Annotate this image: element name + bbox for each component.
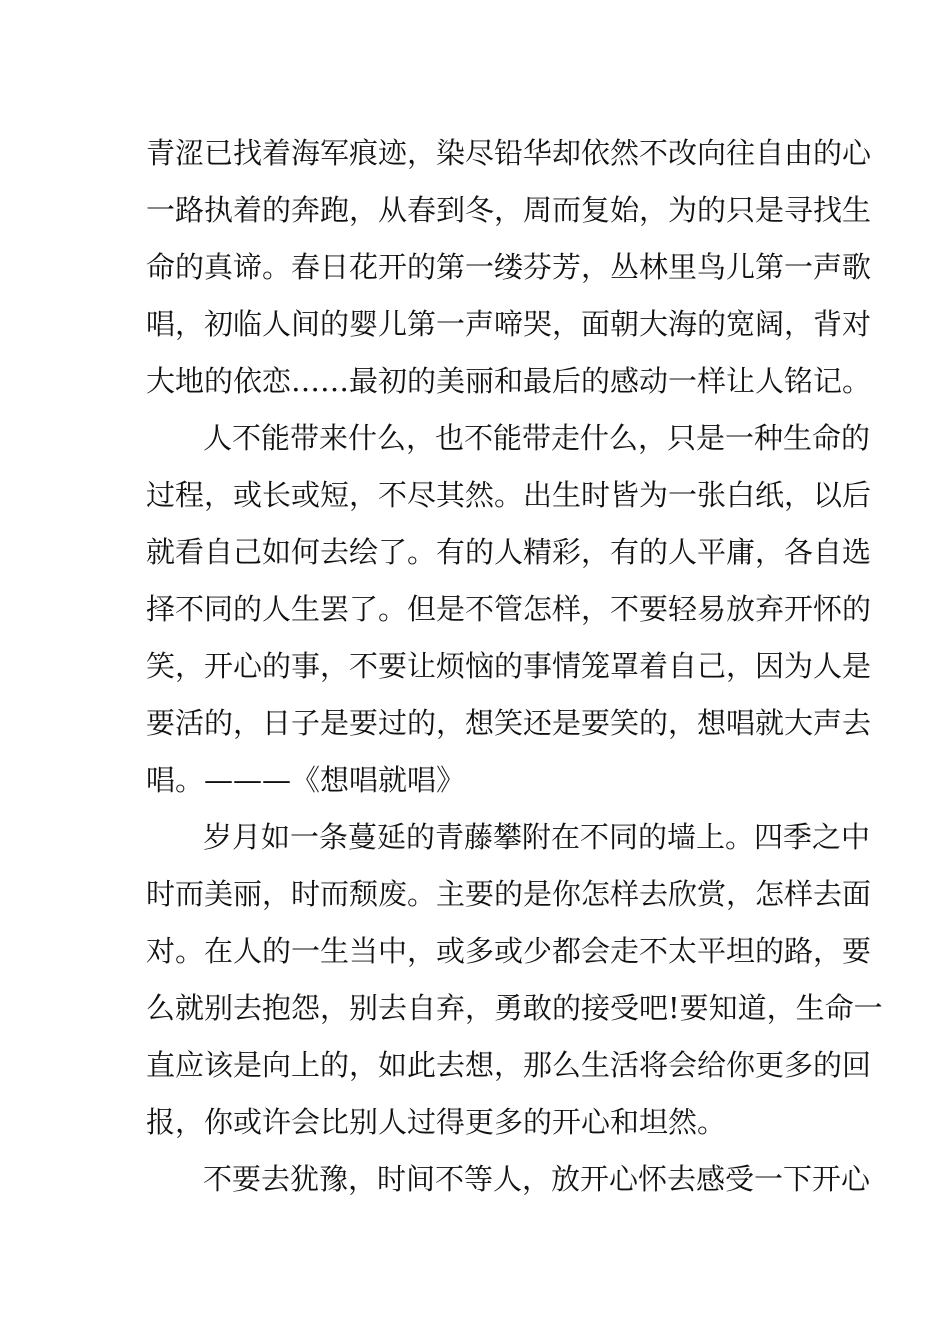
paragraph-3-line-4: 么就别去抱怨，别去自弃，勇敢的接受吧!要知道，生命一 bbox=[146, 991, 883, 1025]
paragraph-3-line-5: 直应该是向上的，如此去想，那么生活将会给你更多的回 bbox=[146, 1048, 872, 1082]
paragraph-1-line-1: 青涩已找着海军痕迹，染尽铅华却依然不改向往自由的心 bbox=[146, 136, 872, 170]
paragraph-2-line-6: 要活的，日子是要过的，想笑还是要笑的，想唱就大声去 bbox=[146, 706, 872, 740]
paragraph-1-line-5: 大地的依恋……最初的美丽和最后的感动一样让人铭记。 bbox=[146, 364, 872, 398]
paragraph-2-line-2: 过程，或长或短，不尽其然。出生时皆为一张白纸，以后 bbox=[146, 478, 872, 512]
paragraph-3-line-3: 对。在人的一生当中，或多或少都会走不太平坦的路，要 bbox=[146, 934, 872, 968]
paragraph-4-line-1: 不要去犹豫，时间不等人，放开心怀去感受一下开心 bbox=[203, 1162, 871, 1196]
paragraph-3-line-6: 报，你或许会比别人过得更多的开心和坦然。 bbox=[146, 1105, 727, 1139]
paragraph-1-line-2: 一路执着的奔跑，从春到冬，周而复始，为的只是寻找生 bbox=[146, 193, 872, 227]
paragraph-2-line-3: 就看自己如何去绘了。有的人精彩，有的人平庸，各自选 bbox=[146, 535, 872, 569]
paragraph-3-line-2: 时而美丽，时而颓废。主要的是你怎样去欣赏，怎样去面 bbox=[146, 877, 872, 911]
paragraph-1-line-4: 唱，初临人间的婴儿第一声啼哭，面朝大海的宽阔，背对 bbox=[146, 307, 872, 341]
paragraph-2-line-5: 笑，开心的事，不要让烦恼的事情笼罩着自己，因为人是 bbox=[146, 649, 872, 683]
paragraph-2-line-1: 人不能带来什么，也不能带走什么，只是一种生命的 bbox=[203, 421, 871, 455]
paragraph-3-line-1: 岁月如一条蔓延的青藤攀附在不同的墙上。四季之中 bbox=[203, 820, 871, 854]
paragraph-1-line-3: 命的真谛。春日花开的第一缕芬芳，丛林里鸟儿第一声歌 bbox=[146, 250, 872, 284]
paragraph-2-line-7: 唱。———《想唱就唱》 bbox=[146, 763, 466, 797]
paragraph-2-line-4: 择不同的人生罢了。但是不管怎样，不要轻易放弃开怀的 bbox=[146, 592, 872, 626]
